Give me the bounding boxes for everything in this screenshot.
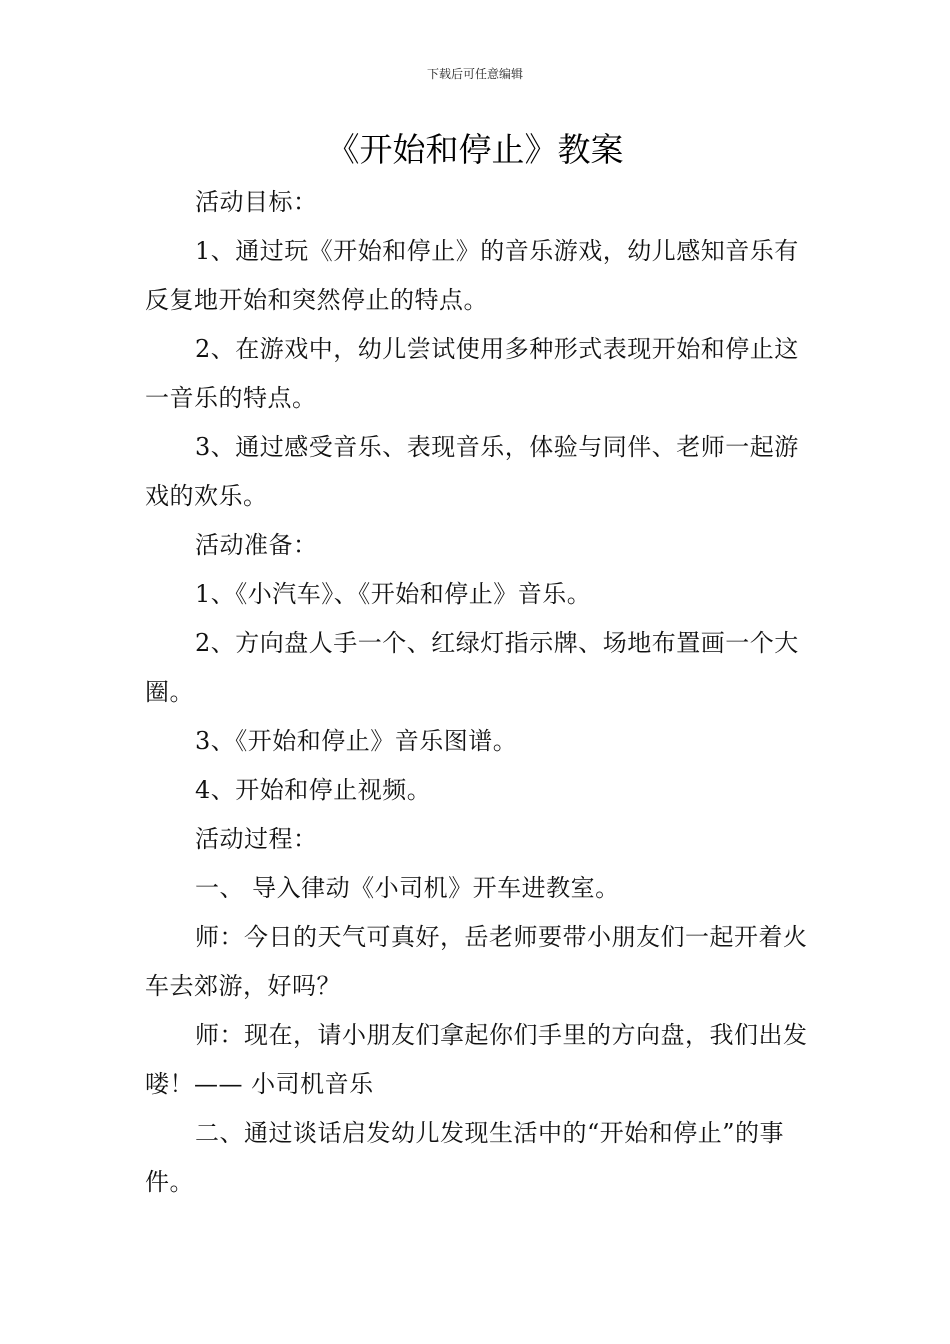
- section-heading-goals: 活动目标：: [195, 188, 318, 216]
- preparation-item-4: 4、开始和停止视频。: [195, 776, 432, 804]
- goal-item-1: 1、通过玩《开始和停止》的音乐游戏，幼儿感知音乐有反复地开始和突然停止的特点。: [145, 237, 799, 314]
- document-body: [145, 178, 810, 1207]
- process-step-1: 一、 导入律动《小司机》开车进教室。: [195, 874, 620, 902]
- section-heading-preparation: 活动准备：: [195, 531, 318, 559]
- preparation-item-3: 3、《开始和停止》音乐图谱。: [195, 727, 518, 755]
- process-step-2: 二、通过谈话启发幼儿发现生活中的“开始和停止”的事件。: [145, 1119, 785, 1196]
- teacher-line-2: 师：现在，请小朋友们拿起你们手里的方向盘，我们出发喽！—— 小司机音乐: [145, 1021, 808, 1098]
- goal-item-2: 2、在游戏中，幼儿尝试使用多种形式表现开始和停止这一音乐的特点。: [145, 335, 799, 412]
- preparation-item-1: 1、《小汽车》、《开始和停止》音乐。: [195, 580, 592, 608]
- teacher-line-1: 师：今日的天气可真好，岳老师要带小朋友们一起开着火车去郊游，好吗？: [145, 923, 808, 1000]
- goal-item-3: 3、通过感受音乐、表现音乐，体验与同伴、老师一起游戏的欢乐。: [145, 433, 799, 510]
- preparation-item-2: 2、方向盘人手一个、红绿灯指示牌、场地布置画一个大圈。: [145, 629, 799, 706]
- document-title: 《开始和停止》教案: [326, 130, 624, 169]
- header-note: 下载后可任意编辑: [426, 67, 523, 81]
- section-heading-process: 活动过程：: [195, 825, 318, 853]
